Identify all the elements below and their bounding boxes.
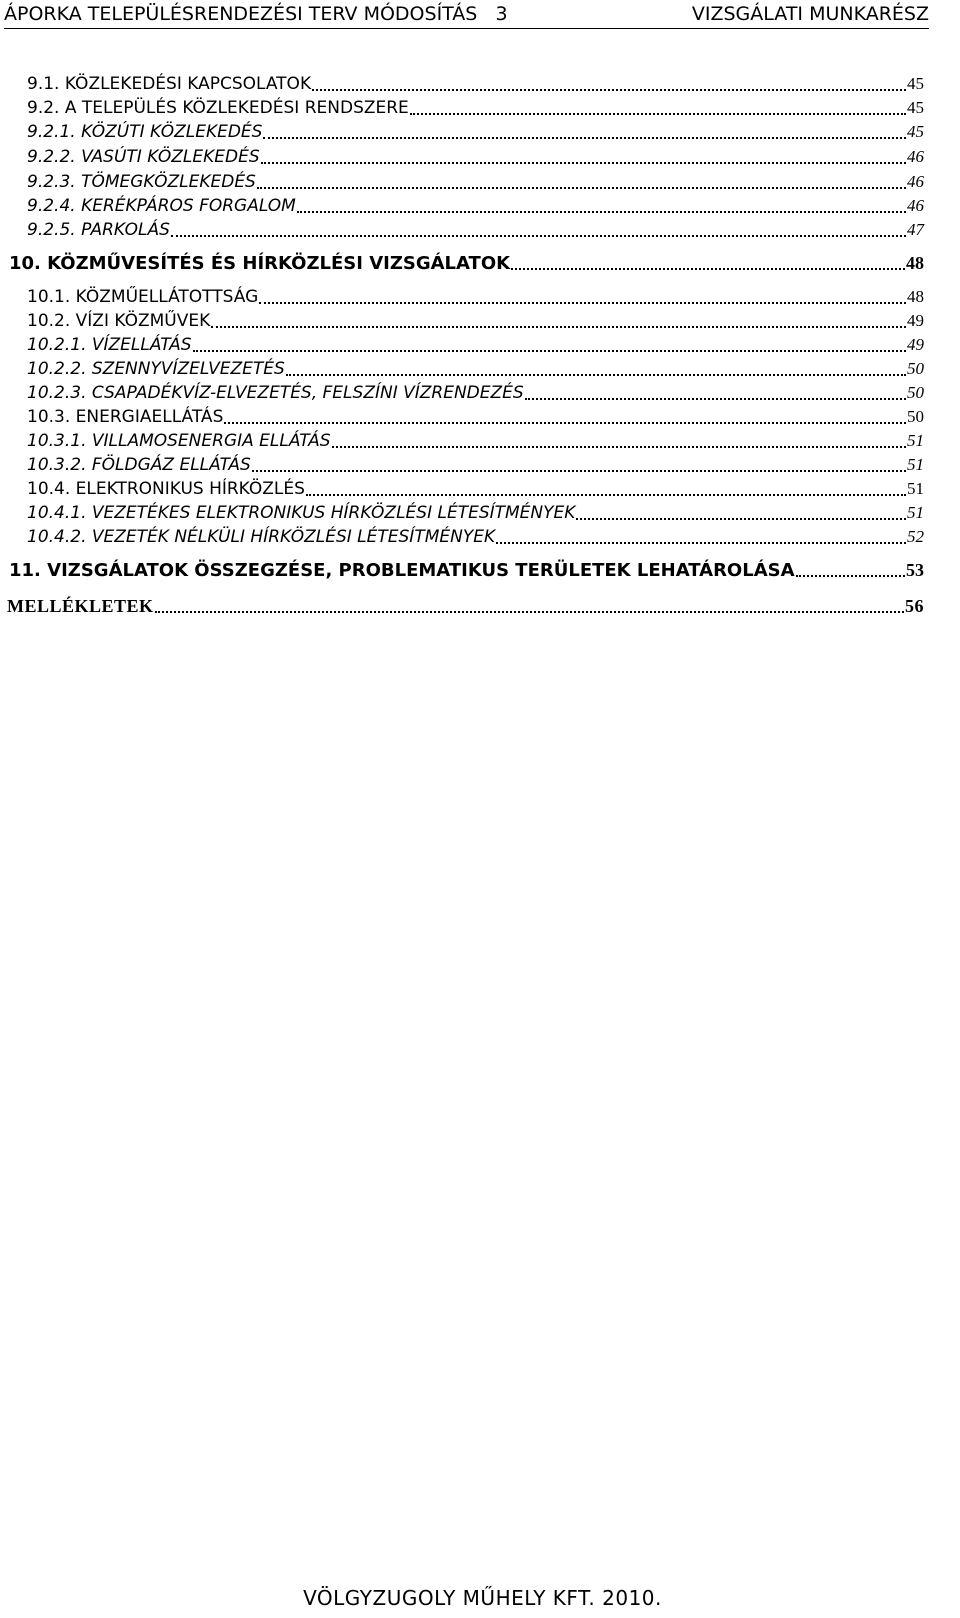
header-title: ÁPORKA TELEPÜLÉSRENDEZÉSI TERV MÓDOSÍTÁS 3 [4,3,508,25]
toc-entry-10-2-1[interactable]: 10.2.1. VÍZELLÁTÁS 49 [27,335,924,355]
toc-entry-10-4-2[interactable]: 10.4.2. VEZETÉK NÉLKÜLI HÍRKÖZLÉSI LÉTESÍTMÉNYEK 52 [27,527,924,547]
header-section: VIZSGÁLATI MUNKARÉSZ [691,3,929,25]
toc-entry-9-2-1[interactable]: 9.2.1. KÖZÚTI KÖZLEKEDÉS 45 [27,122,924,142]
toc-entry-10[interactable]: 10. KÖZMŰVESÍTÉS ÉS HÍRKÖZLÉSI VIZSGÁLATOK 48 [9,253,924,274]
toc-entry-10-2-2[interactable]: 10.2.2. SZENNYVÍZELVEZETÉS 50 [27,359,924,379]
toc-entry-10-4[interactable]: 10.4. ELEKTRONIKUS HÍRKÖZLÉS 51 [27,479,924,499]
toc-entry-9-2-3[interactable]: 9.2.3. TÖMEGKÖZLEKEDÉS 46 [27,172,924,192]
toc-entry-10-4-1[interactable]: 10.4.1. VEZETÉKES ELEKTRONIKUS HÍRKÖZLÉSI LÉTESÍTMÉNYEK 51 [27,503,924,523]
toc-entry-10-2-3[interactable]: 10.2.3. CSAPADÉKVÍZ-ELVEZETÉS, FELSZÍNI VÍZRENDEZÉS 50 [27,383,924,403]
toc-entry-10-2[interactable]: 10.2. VÍZI KÖZMŰVEK 49 [27,311,924,331]
toc-entry-10-1[interactable]: 10.1. KÖZMŰELLÁTOTTSÁG 48 [27,287,924,307]
toc-entry-9-2-4[interactable]: 9.2.4. KERÉKPÁROS FORGALOM 46 [27,196,924,216]
toc-entry-11[interactable]: 11. VIZSGÁLATOK ÖSSZEGZÉSE, PROBLEMATIKUS TERÜLETEK LEHATÁROLÁSA 53 [9,560,924,581]
toc-entry-9-2-2[interactable]: 9.2.2. VASÚTI KÖZLEKEDÉS 46 [27,147,924,167]
toc-entry-mellekletek[interactable]: MELLÉKLETEK 56 [7,596,924,616]
toc-entry-10-3[interactable]: 10.3. ENERGIAELLÁTÁS 50 [27,407,924,427]
footer-company: VÖLGYZUGOLY MŰHELY KFT. 2010. [303,1586,662,1610]
page-footer [0,1586,929,1610]
toc-entry-9-2[interactable]: 9.2. A TELEPÜLÉS KÖZLEKEDÉSI RENDSZERE 45 [27,98,924,118]
toc-entry-9-1[interactable]: 9.1. KÖZLEKEDÉSI KAPCSOLATOK 45 [27,74,924,94]
page-header [4,0,929,29]
toc-entry-10-3-1[interactable]: 10.3.1. VILLAMOSENERGIA ELLÁTÁS 51 [27,431,924,451]
toc-entry-9-2-5[interactable]: 9.2.5. PARKOLÁS 47 [27,220,924,240]
toc-entry-10-3-2[interactable]: 10.3.2. FÖLDGÁZ ELLÁTÁS 51 [27,455,924,475]
